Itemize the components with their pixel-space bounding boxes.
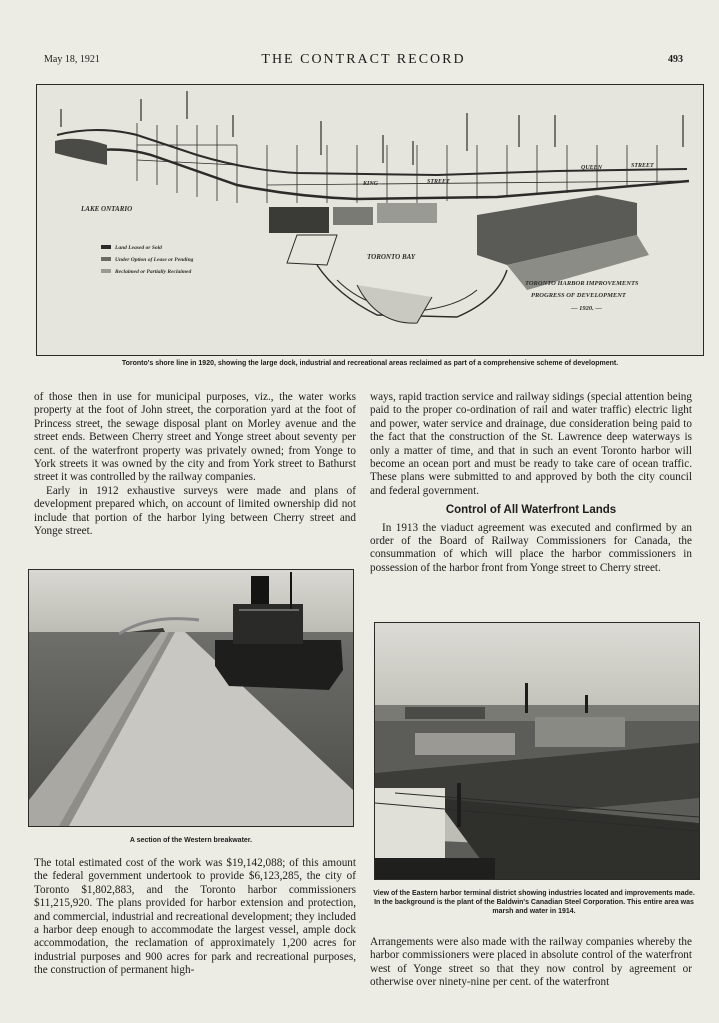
map-legend-swatches <box>101 245 111 273</box>
breakwater-caption: A section of the Western breakwater. <box>129 837 253 844</box>
map-label-queen: QUEEN <box>581 165 603 171</box>
header-title: THE CONTRACT RECORD <box>261 52 466 67</box>
header-page-number: 493 <box>668 54 683 65</box>
street-name-marks <box>61 91 683 165</box>
eastern-terminal-caption: View of the Eastern harbor terminal district showing industries located and improvements made. In the background is the plant of the Baldwin's Canadian Steel Corporation. This entire area was marsh and water in 1914. <box>373 890 695 915</box>
header-date: May 18, 1921 <box>44 54 100 65</box>
map-title-year: — 1920. — <box>571 305 602 312</box>
paragraph: Arrangements were also made with the railway companies whereby the harbor commissioners were placed in absolute control of the waterfront west of Yonge street so that they now control by agreement or otherwise over ninety-nine per cent. of the waterfront <box>370 936 692 989</box>
harbor-map-drawing <box>37 85 703 355</box>
column-left-top <box>34 391 356 538</box>
map-caption: Toronto's shore line in 1920, showing the large dock, industrial and recreational areas reclaimed as part of a comprehensive scheme of development. <box>121 360 619 367</box>
map-label-lake: LAKE ONTARIO <box>81 205 133 213</box>
paragraph: In 1913 the viaduct agreement was executed and confirmed by an order of the Board of Railway Commissioners for Canada, the consummation of which will place the harbor commissioners in possession of the harbor front from Yonge street to Cherry street. <box>370 521 692 574</box>
eastern-terminal-photo <box>374 622 700 880</box>
map-label-king-street: STREET <box>427 179 450 185</box>
map-title-line-2: PROGRESS OF DEVELOPMENT <box>531 292 626 299</box>
paragraph: ways, rapid traction service and railway sidings (special attention being paid to the proper co-ordination of rail and water traffic) electric light and power, water service and drainage, due consideration being paid to the fact that the construction of the St. Lawrence deep waterways is only a matter of time, and that in such an event Toronto harbor will become an ocean port and must be ready to take care of ocean traffic. These plans were submitted to and approved by both the city council and federal government. <box>370 391 692 497</box>
paragraph: The total estimated cost of the work was $19,142,088; of this amount the federal government undertook to provide $6,123,285, the city of Toronto $1,802,883, and the Toronto harbor commissioners $11,215,920. The plans provided for harbor extension and protection, and commercial, industrial and recreational development; they included a harbor deep enough to accommodate the largest vessel, ample dock accommodation, the reclamation of approximately 1,200 acres for industrial purposes and 900 acres for park and recreational purposes, the construction of permanent high- <box>34 857 356 977</box>
map-legend-item-3: Reclaimed or Partially Reclaimed <box>115 269 192 275</box>
map-label-king: KING <box>363 181 379 187</box>
breakwater-photo <box>28 569 354 827</box>
paragraph: Early in 1912 exhaustive surveys were made and plans of development prepared which, on account of limited ownership did not include that portion of the harbor lying between Cherry street and Yonge street. <box>34 484 356 538</box>
map-label-queen-street: STREET <box>631 163 654 169</box>
harbor-map <box>36 84 704 356</box>
column-right-bottom <box>370 936 692 990</box>
map-title-line-1: TORONTO HARBOR IMPROVEMENTS <box>525 280 639 287</box>
column-left-bottom <box>34 857 356 978</box>
city-grid <box>57 123 689 203</box>
section-subheading: Control of All Waterfront Lands <box>445 504 617 517</box>
map-legend-item-2: Under Option of Lease or Pending <box>115 257 194 263</box>
map-legend-item-1: Land Leased or Sold <box>115 245 162 251</box>
running-header <box>44 52 683 70</box>
map-label-bay: TORONTO BAY <box>367 253 416 261</box>
column-right-top <box>370 391 692 575</box>
paragraph: of those then in use for municipal purposes, viz., the water works property at the foot of John street, the corporation yard at the foot of Princess street, the sewage disposal plant on Morley avenue and the street ends. Between Cherry street and Yonge street about seventy per cent. of the waterfront property was privately owned; from Yonge to York streets it was owned by the city and from York street to Bathurst street it was controlled by the railway companies. <box>34 391 356 484</box>
